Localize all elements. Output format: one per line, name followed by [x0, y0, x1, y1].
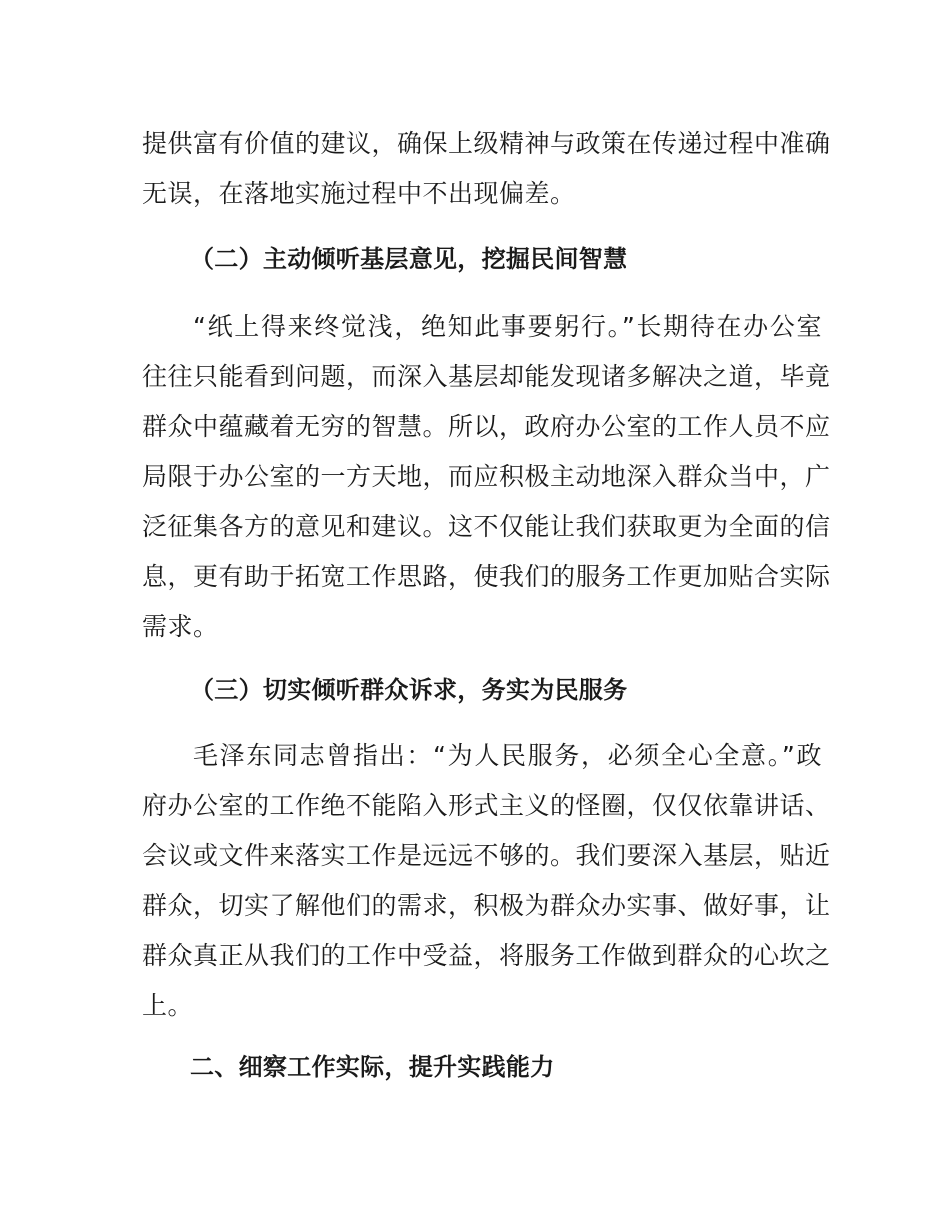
paragraph-line: 提供富有价值的建议，确保上级精神与政策在传递过程中准确 [142, 129, 831, 158]
paragraph-line: 无误，在落地实施过程中不出现偏差。 [142, 179, 576, 208]
paragraph-line: 泛征集各方的意见和建议。这不仅能让我们获取更为全面的信 [142, 512, 831, 541]
section-heading: 二、细察工作实际，提升实践能力 [190, 1053, 555, 1081]
paragraph-line: 上。 [142, 991, 194, 1020]
paragraph-line: 局限于办公室的一方天地，而应积极主动地深入群众当中，广 [142, 462, 831, 491]
paragraph-line-indented: “纸上得来终觉浅，绝知此事要躬行。”长期待在办公室 [193, 312, 822, 341]
subsection-heading-2: （二）主动倾听基层意见，挖掘民间智慧 [190, 245, 628, 273]
paragraph-line: 息，更有助于拓宽工作思路，使我们的服务工作更加贴合实际 [142, 562, 831, 591]
paragraph-line: 需求。 [142, 612, 219, 641]
paragraph-line-indented: 毛泽东同志曾指出：“为人民服务，必须全心全意。”政 [193, 741, 822, 770]
paragraph-line: 群众，切实了解他们的需求，积极为群众办实事、做好事，让 [142, 891, 831, 920]
paragraph-line: 群众真正从我们的工作中受益，将服务工作做到群众的心坎之 [142, 941, 831, 970]
subsection-heading-3: （三）切实倾听群众诉求，务实为民服务 [190, 676, 628, 704]
paragraph-line: 群众中蕴藏着无穷的智慧。所以，政府办公室的工作人员不应 [142, 412, 831, 441]
paragraph-line: 会议或文件来落实工作是远远不够的。我们要深入基层，贴近 [142, 841, 831, 870]
paragraph-line: 府办公室的工作绝不能陷入形式主义的怪圈，仅仅依靠讲话、 [142, 791, 831, 820]
paragraph-line: 往往只能看到问题，而深入基层却能发现诸多解决之道，毕竟 [142, 362, 831, 391]
